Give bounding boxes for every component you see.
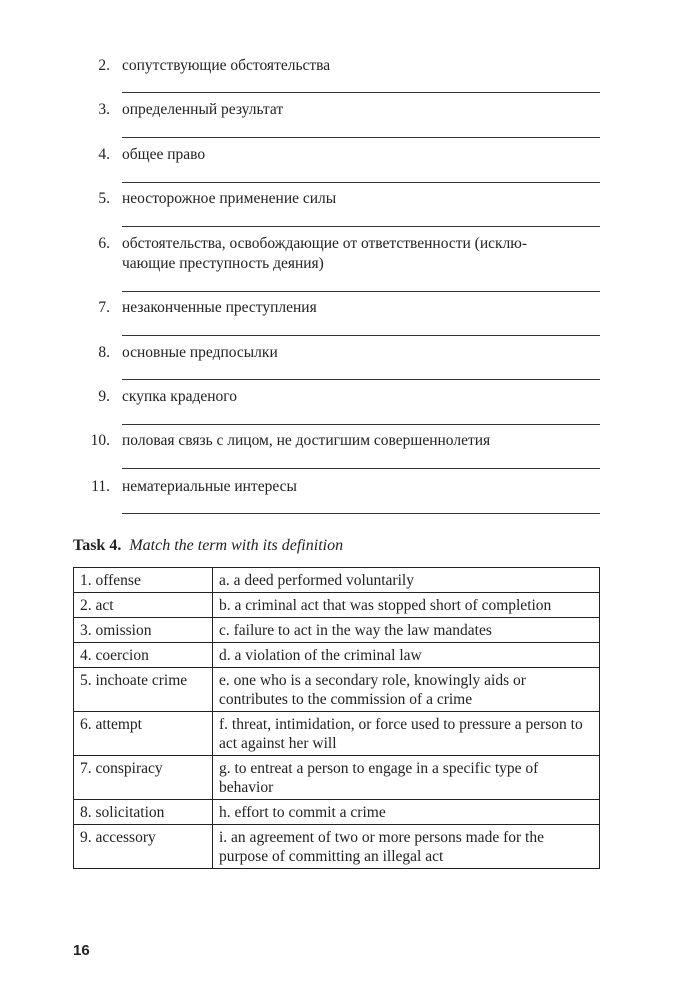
answer-line	[122, 379, 600, 380]
term-cell: 4. coercion	[74, 643, 213, 668]
task-label: Task 4.	[73, 537, 122, 554]
item-number: 7.	[98, 299, 110, 316]
item-number: 6.	[98, 235, 110, 252]
item-text: половая связь с лицом, не достигшим совершеннолетия	[122, 432, 491, 449]
term-cell: 3. omission	[74, 618, 213, 643]
definition-cell: c. failure to act in the way the law mandates	[213, 618, 600, 643]
definition-cell: i. an agreement of two or more persons made for the purpose of committing an illegal act	[213, 825, 600, 869]
term-cell: 1. offense	[74, 568, 213, 593]
task-instruction: Match the term with its definition	[129, 537, 344, 554]
term-cell: 6. attempt	[74, 712, 213, 756]
table-row	[74, 643, 600, 668]
answer-line	[122, 424, 600, 425]
item-text: общее право	[122, 146, 206, 163]
term-cell: 5. inchoate crime	[74, 668, 213, 712]
table-row	[74, 593, 600, 618]
term-cell: 8. solicitation	[74, 800, 213, 825]
item-text: нематериальные интересы	[122, 478, 297, 495]
item-number: 2.	[98, 57, 110, 74]
item-text: основные предпосылки	[122, 344, 278, 361]
item-text: незаконченные преступления	[122, 299, 317, 316]
table-row	[74, 756, 600, 800]
item-number: 11.	[91, 478, 110, 495]
definition-cell: e. one who is a secondary role, knowingly aids or contributes to the commission of a crime	[213, 668, 600, 712]
table-row	[74, 568, 600, 593]
table-row	[74, 668, 600, 712]
item-text: неосторожное применение силы	[122, 190, 337, 207]
term-cell: 7. conspiracy	[74, 756, 213, 800]
answer-line	[122, 182, 600, 183]
term-cell: 9. accessory	[74, 825, 213, 869]
table-row	[74, 712, 600, 756]
item-number: 10.	[90, 432, 110, 449]
table-row	[74, 618, 600, 643]
definition-cell: f. threat, intimidation, or force used to pressure a person to act against her will	[213, 712, 600, 756]
item-number: 8.	[98, 344, 110, 361]
item-number: 9.	[98, 388, 110, 405]
item-text: определенный результат	[122, 101, 284, 118]
table-row	[74, 825, 600, 869]
answer-line	[122, 226, 600, 227]
definition-cell: a. a deed performed voluntarily	[213, 568, 600, 593]
table-row	[74, 800, 600, 825]
item-number: 5.	[98, 190, 110, 207]
item-text: скупка краденого	[122, 388, 237, 405]
definition-cell: b. a criminal act that was stopped short of completion	[213, 593, 600, 618]
answer-line	[122, 92, 600, 93]
answer-line	[122, 291, 600, 292]
answer-line	[122, 137, 600, 138]
task-heading	[73, 536, 343, 556]
item-number: 4.	[98, 146, 110, 163]
answer-line	[122, 468, 600, 469]
answer-line	[122, 513, 600, 514]
item-text: сопутствующие обстоятельства	[122, 57, 331, 74]
item-number: 3.	[98, 101, 110, 118]
matching-table	[73, 567, 600, 869]
term-cell: 2. act	[74, 593, 213, 618]
definition-cell: g. to entreat a person to engage in a specific type of behavior	[213, 756, 600, 800]
definition-cell: h. effort to commit a crime	[213, 800, 600, 825]
item-text: обстоятельства, освобождающие от ответственности (исклю- чающие преступность деяния)	[122, 235, 528, 272]
page-number: 16	[73, 942, 90, 959]
answer-line	[122, 335, 600, 336]
definition-cell: d. a violation of the criminal law	[213, 643, 600, 668]
